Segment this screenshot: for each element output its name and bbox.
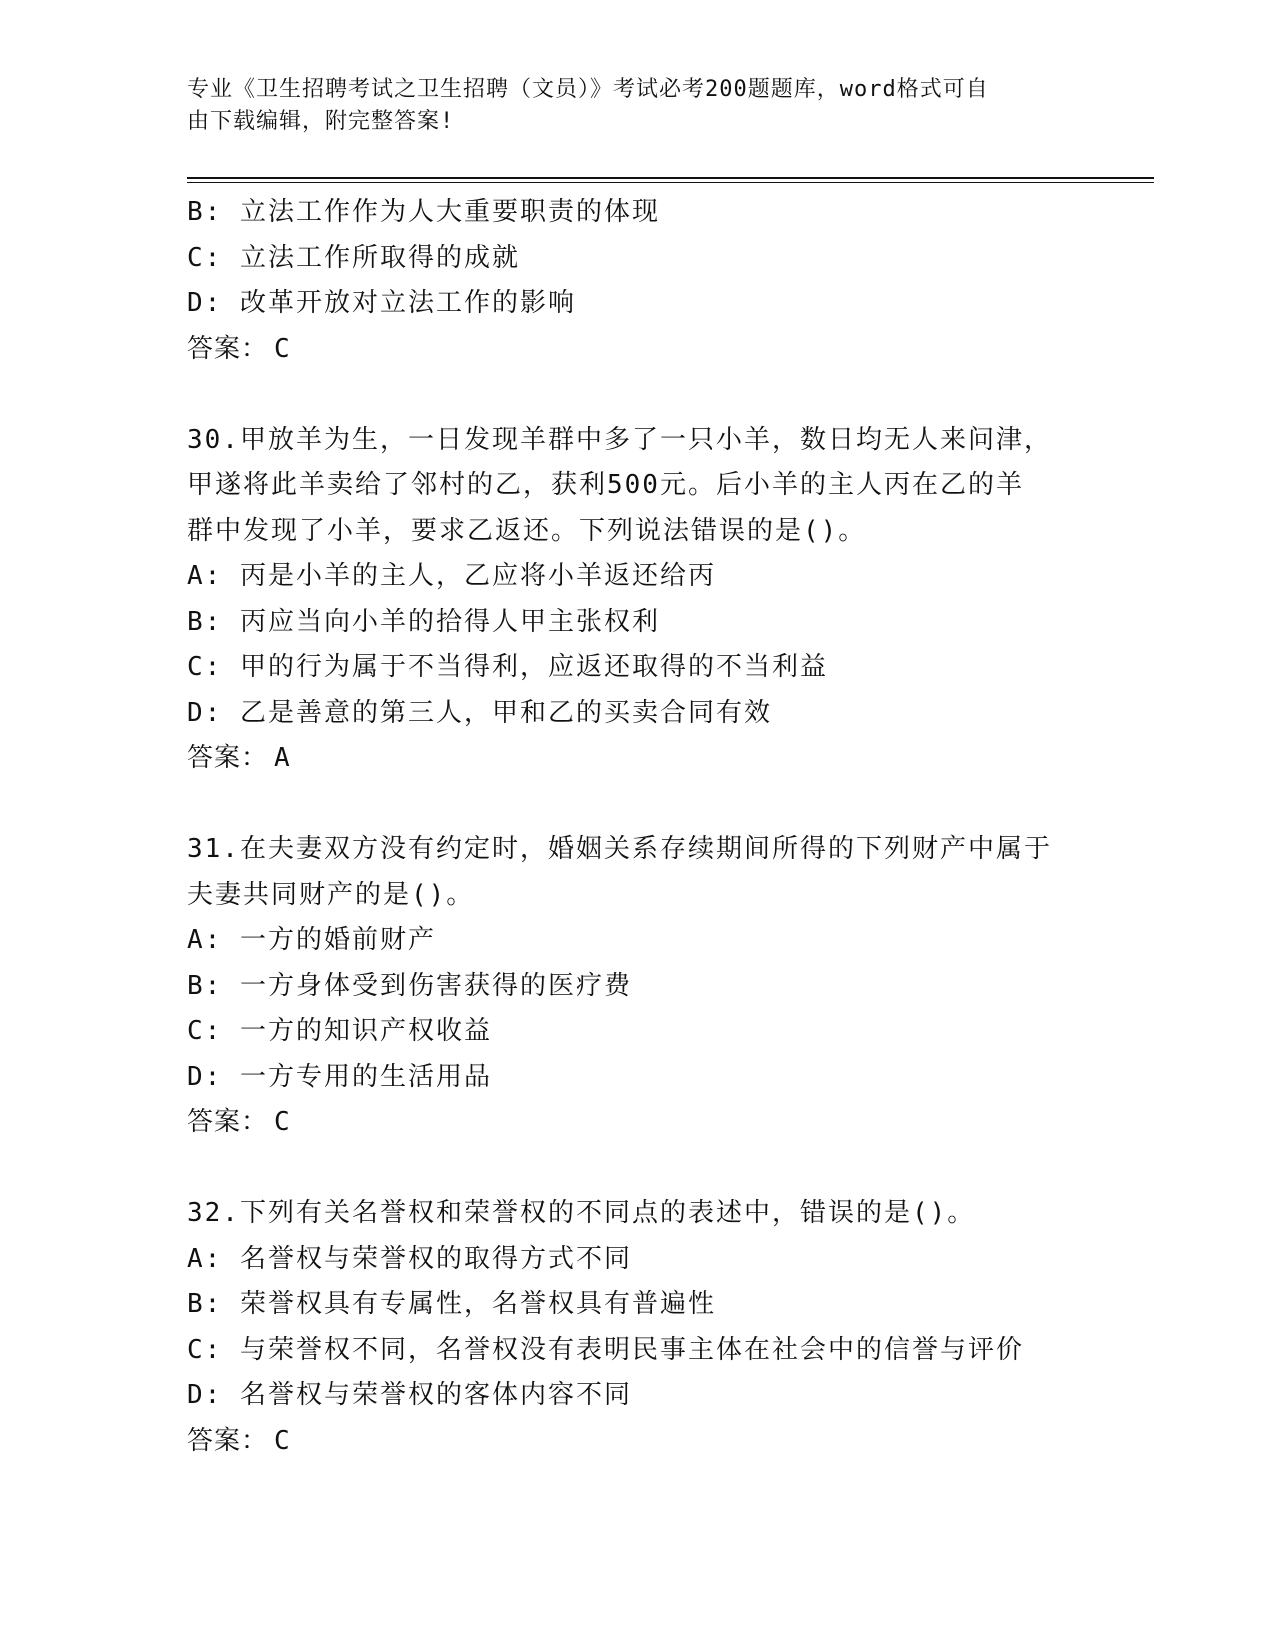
answer-line [187, 327, 1087, 373]
option-c: C: 甲的行为属于不当得利，应返还取得的不当利益 [187, 652, 828, 682]
question-32 [187, 1191, 1087, 1464]
question-text-line: 群中发现了小羊，要求乙返还。下列说法错误的是()。 [187, 515, 867, 546]
answer-label: 答案： [187, 743, 269, 773]
option-b: B: 丙应当向小羊的拾得人甲主张权利 [187, 606, 660, 637]
answer-line [187, 736, 1087, 782]
question-text-line: 32.下列有关名誉权和荣誉权的不同点的表述中，错误的是()。 [187, 1198, 976, 1228]
option-b: B: 立法工作作为人大重要职责的体现 [187, 197, 660, 227]
question-text-line: 甲遂将此羊卖给了邻村的乙，获利500元。后小羊的主人丙在乙的羊 [187, 470, 1024, 500]
option-d: D: 改革开放对立法工作的影响 [187, 288, 576, 318]
option-d: D: 一方专用的生活用品 [187, 1061, 492, 1092]
question-text-line: 31.在夫妻双方没有约定时，婚姻关系存续期间所得的下列财产中属于 [187, 834, 1052, 864]
continued-question [187, 190, 1087, 372]
header-divider [187, 177, 1154, 183]
option-c: C: 与荣誉权不同，名誉权没有表明民事主体在社会中的信誉与评价 [187, 1334, 1024, 1365]
option-b: B: 一方身体受到伤害获得的医疗费 [187, 970, 632, 1001]
answer-line [187, 1419, 1087, 1465]
answer-line [187, 1100, 1087, 1146]
option-c: C: 立法工作所取得的成就 [187, 242, 520, 273]
option-d: D: 乙是善意的第三人，甲和乙的买卖合同有效 [187, 697, 772, 728]
question-text-line: 30.甲放羊为生，一日发现羊群中多了一只小羊，数日均无人来问津， [187, 424, 1052, 455]
answer-value: C [274, 333, 292, 364]
question-30 [187, 418, 1087, 782]
option-d: D: 名誉权与荣誉权的客体内容不同 [187, 1380, 632, 1410]
header-line-1: 专业《卫生招聘考试之卫生招聘（文员）》考试必考200题题库，word格式可自 [187, 77, 989, 102]
question-31 [187, 827, 1087, 1146]
option-a: A: 名誉权与荣誉权的取得方式不同 [187, 1243, 632, 1274]
option-a: A: 丙是小羊的主人，乙应将小羊返还给丙 [187, 561, 716, 591]
answer-value: A [274, 743, 292, 773]
option-c: C: 一方的知识产权收益 [187, 1016, 492, 1046]
answer-label: 答案： [187, 333, 269, 364]
question-text-line: 夫妻共同财产的是()。 [187, 879, 475, 910]
answer-value: C [274, 1425, 292, 1456]
answer-label: 答案： [187, 1425, 269, 1456]
header-line-2: 由下载编辑，附完整答案! [187, 109, 455, 134]
page-header [187, 74, 1087, 138]
page-body [187, 190, 1087, 1464]
answer-label: 答案： [187, 1107, 269, 1137]
answer-value: C [274, 1107, 292, 1137]
option-a: A: 一方的婚前财产 [187, 925, 436, 955]
option-b: B: 荣誉权具有专属性，名誉权具有普遍性 [187, 1289, 716, 1319]
